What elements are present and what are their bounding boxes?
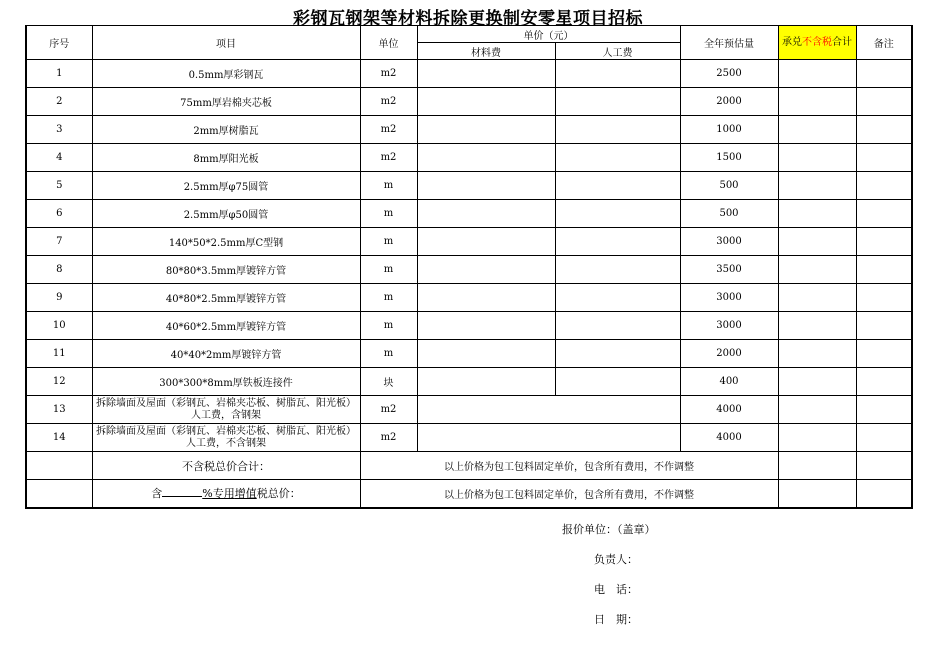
total-excl-tax-remark[interactable] xyxy=(856,452,912,480)
total-incl-tax-note: 以上价格为包工包料固定单价，包含所有费用，不作调整 xyxy=(360,480,778,508)
total-incl-tax-row xyxy=(26,480,912,508)
row-seq: 2 xyxy=(26,88,92,116)
row-commitment-cell[interactable] xyxy=(778,172,856,200)
row-annual-qty: 2000 xyxy=(680,340,778,368)
total-incl-tax-label: 含 %专用增值税总价： xyxy=(92,480,360,508)
row-seq: 5 xyxy=(26,172,92,200)
row-material-cell[interactable] xyxy=(417,340,555,368)
row-material-cell[interactable] xyxy=(417,88,555,116)
row-item: 2.5mm厚φ75圆管 xyxy=(92,172,360,200)
total-excl-tax-label: 不含税总价合计： xyxy=(92,452,360,480)
table-row xyxy=(26,228,912,256)
header-labor: 人工费 xyxy=(555,43,680,60)
row-item: 2.5mm厚φ50圆管 xyxy=(92,200,360,228)
table-row xyxy=(26,172,912,200)
row-item: 40*80*2.5mm厚镀锌方管 xyxy=(92,284,360,312)
total-blank xyxy=(26,480,92,508)
footer-phone: 电 话： xyxy=(594,583,638,596)
row-labor-cell[interactable] xyxy=(555,228,680,256)
vat-rate-blank[interactable] xyxy=(162,496,202,497)
row-seq: 14 xyxy=(26,424,92,452)
table-row xyxy=(26,396,912,424)
row-item: 80*80*3.5mm厚镀锌方管 xyxy=(92,256,360,284)
row-unit: m xyxy=(360,340,417,368)
row-material-cell[interactable] xyxy=(417,256,555,284)
header-unit-price: 单价（元） xyxy=(417,26,680,43)
table-row xyxy=(26,340,912,368)
row-item: 0.5mm厚彩钢瓦 xyxy=(92,60,360,88)
row-annual-qty: 2000 xyxy=(680,88,778,116)
total-incl-tax-value[interactable] xyxy=(778,480,856,508)
row-commitment-cell[interactable] xyxy=(778,396,856,424)
footer-person: 负责人： xyxy=(594,553,638,566)
row-unit: m xyxy=(360,256,417,284)
row-annual-qty: 3000 xyxy=(680,284,778,312)
row-remark-cell[interactable] xyxy=(856,340,912,368)
row-unit: m xyxy=(360,284,417,312)
header-material: 材料费 xyxy=(417,43,555,60)
row-annual-qty: 4000 xyxy=(680,396,778,424)
row-item: 40*40*2mm厚镀锌方管 xyxy=(92,340,360,368)
table-row xyxy=(26,284,912,312)
row-remark-cell[interactable] xyxy=(856,256,912,284)
row-labor-cell[interactable] xyxy=(555,88,680,116)
row-material-cell[interactable] xyxy=(417,172,555,200)
row-item: 2mm厚树脂瓦 xyxy=(92,116,360,144)
row-labor-cell[interactable] xyxy=(555,368,680,396)
row-seq: 3 xyxy=(26,116,92,144)
table-row xyxy=(26,144,912,172)
row-annual-qty: 500 xyxy=(680,200,778,228)
row-commitment-cell[interactable] xyxy=(778,368,856,396)
row-material-cell[interactable] xyxy=(417,284,555,312)
header-seq: 序号 xyxy=(26,26,92,60)
row-item: 拆除墙面及屋面（彩钢瓦、岩棉夹芯板、树脂瓦、阳光板）人工费，含钢架 xyxy=(92,396,360,424)
header-unit: 单位 xyxy=(360,26,417,60)
row-unit: m xyxy=(360,312,417,340)
table-row xyxy=(26,88,912,116)
bid-table xyxy=(25,25,913,509)
row-unit: 块 xyxy=(360,368,417,396)
table-row xyxy=(26,116,912,144)
row-unit: m2 xyxy=(360,424,417,452)
row-remark-cell[interactable] xyxy=(856,172,912,200)
row-item: 140*50*2.5mm厚C型钢 xyxy=(92,228,360,256)
page-title: 彩钢瓦钢架等材料拆除更换制安零星项目招标 xyxy=(293,9,643,29)
row-item: 75mm厚岩棉夹芯板 xyxy=(92,88,360,116)
row-commitment-cell[interactable] xyxy=(778,312,856,340)
row-seq: 13 xyxy=(26,396,92,424)
row-unit: m xyxy=(360,200,417,228)
row-unit: m2 xyxy=(360,144,417,172)
row-item: 40*60*2.5mm厚镀锌方管 xyxy=(92,312,360,340)
total-blank xyxy=(26,452,92,480)
row-labor-cell[interactable] xyxy=(555,144,680,172)
row-remark-cell[interactable] xyxy=(856,312,912,340)
table-row xyxy=(26,424,912,452)
row-unit: m2 xyxy=(360,88,417,116)
row-material-cell[interactable] xyxy=(417,368,555,396)
row-material-cell[interactable] xyxy=(417,312,555,340)
row-remark-cell[interactable] xyxy=(856,200,912,228)
row-seq: 9 xyxy=(26,284,92,312)
footer-bidder: 报价单位：（盖章） xyxy=(562,523,656,536)
row-seq: 11 xyxy=(26,340,92,368)
row-remark-cell[interactable] xyxy=(856,88,912,116)
row-commitment-cell[interactable] xyxy=(778,228,856,256)
row-annual-qty: 2500 xyxy=(680,60,778,88)
row-commitment-cell[interactable] xyxy=(778,60,856,88)
header-annual-qty: 全年预估量 xyxy=(680,26,778,60)
table-row xyxy=(26,200,912,228)
row-remark-cell[interactable] xyxy=(856,144,912,172)
total-excl-tax-note: 以上价格为包工包料固定单价，包含所有费用，不作调整 xyxy=(360,452,778,480)
table-row xyxy=(26,60,912,88)
row-material-cell[interactable] xyxy=(417,200,555,228)
row-remark-cell[interactable] xyxy=(856,368,912,396)
row-commitment-cell[interactable] xyxy=(778,88,856,116)
row-labor-cell[interactable] xyxy=(555,284,680,312)
row-labor-cell[interactable] xyxy=(555,340,680,368)
row-annual-qty: 1000 xyxy=(680,116,778,144)
header-commitment-total: 承兑不含税合计 xyxy=(778,26,856,60)
row-material-cell[interactable] xyxy=(417,228,555,256)
row-seq: 10 xyxy=(26,312,92,340)
row-remark-cell[interactable] xyxy=(856,116,912,144)
row-annual-qty: 3000 xyxy=(680,228,778,256)
row-annual-qty: 400 xyxy=(680,368,778,396)
row-commitment-cell[interactable] xyxy=(778,284,856,312)
row-item: 300*300*8mm厚铁板连接件 xyxy=(92,368,360,396)
row-labor-cell[interactable] xyxy=(555,256,680,284)
header-remark: 备注 xyxy=(856,26,912,60)
row-annual-qty: 500 xyxy=(680,172,778,200)
row-unit-price-cell[interactable] xyxy=(417,424,680,452)
table-row xyxy=(26,256,912,284)
row-material-cell[interactable] xyxy=(417,116,555,144)
row-annual-qty: 1500 xyxy=(680,144,778,172)
row-material-cell[interactable] xyxy=(417,60,555,88)
row-unit-price-cell[interactable] xyxy=(417,396,680,424)
row-remark-cell[interactable] xyxy=(856,284,912,312)
row-seq: 4 xyxy=(26,144,92,172)
row-commitment-cell[interactable] xyxy=(778,200,856,228)
row-labor-cell[interactable] xyxy=(555,312,680,340)
table-row xyxy=(26,312,912,340)
total-excl-tax-row xyxy=(26,452,912,480)
row-unit: m2 xyxy=(360,396,417,424)
row-labor-cell[interactable] xyxy=(555,200,680,228)
row-annual-qty: 4000 xyxy=(680,424,778,452)
footer-date: 日 期： xyxy=(594,613,638,626)
row-commitment-cell[interactable] xyxy=(778,340,856,368)
row-seq: 6 xyxy=(26,200,92,228)
row-seq: 1 xyxy=(26,60,92,88)
row-item: 8mm厚阳光板 xyxy=(92,144,360,172)
row-item: 拆除墙面及屋面（彩钢瓦、岩棉夹芯板、树脂瓦、阳光板）人工费，不含钢架 xyxy=(92,424,360,452)
header-item: 项目 xyxy=(92,26,360,60)
total-excl-tax-value[interactable] xyxy=(778,452,856,480)
row-remark-cell[interactable] xyxy=(856,228,912,256)
row-remark-cell[interactable] xyxy=(856,424,912,452)
row-commitment-cell[interactable] xyxy=(778,116,856,144)
row-commitment-cell[interactable] xyxy=(778,144,856,172)
row-unit: m xyxy=(360,172,417,200)
row-labor-cell[interactable] xyxy=(555,172,680,200)
row-commitment-cell[interactable] xyxy=(778,256,856,284)
table-row xyxy=(26,368,912,396)
row-labor-cell[interactable] xyxy=(555,60,680,88)
row-material-cell[interactable] xyxy=(417,144,555,172)
row-remark-cell[interactable] xyxy=(856,396,912,424)
row-remark-cell[interactable] xyxy=(856,60,912,88)
row-unit: m xyxy=(360,228,417,256)
row-labor-cell[interactable] xyxy=(555,116,680,144)
row-seq: 7 xyxy=(26,228,92,256)
row-annual-qty: 3000 xyxy=(680,312,778,340)
row-annual-qty: 3500 xyxy=(680,256,778,284)
row-commitment-cell[interactable] xyxy=(778,424,856,452)
row-unit: m2 xyxy=(360,60,417,88)
row-unit: m2 xyxy=(360,116,417,144)
total-incl-tax-remark[interactable] xyxy=(856,480,912,508)
row-seq: 12 xyxy=(26,368,92,396)
row-seq: 8 xyxy=(26,256,92,284)
